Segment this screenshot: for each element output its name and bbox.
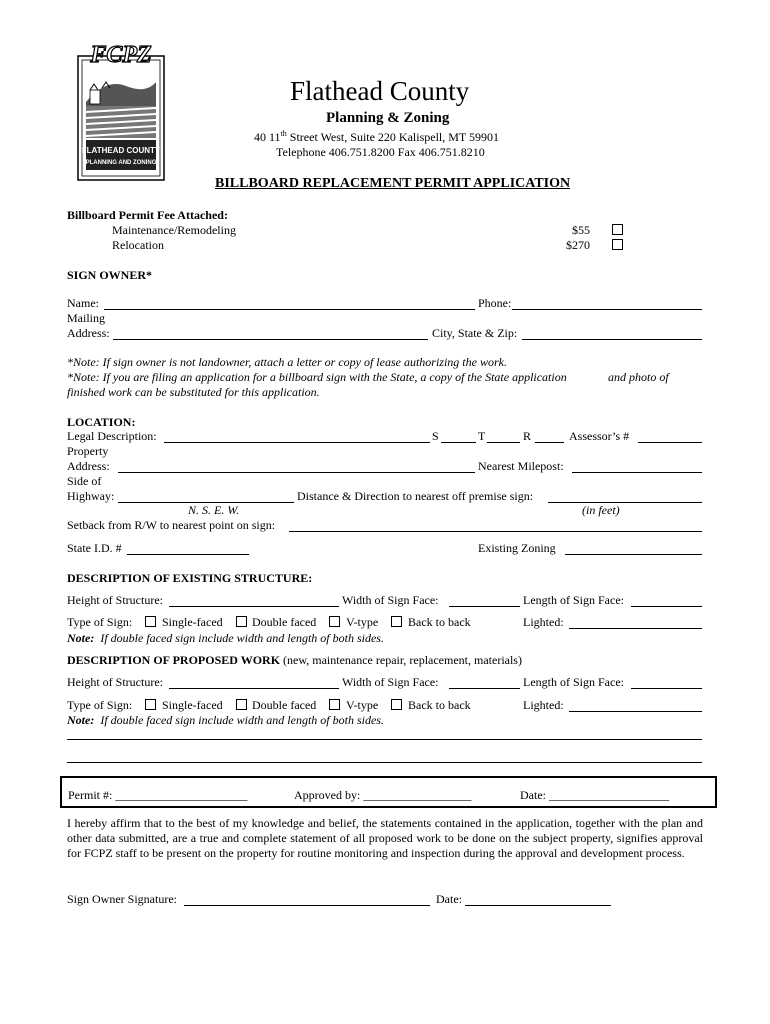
proposed-type-label: Type of Sign: [67, 698, 133, 712]
existing-back-label: Back to back [408, 615, 471, 629]
nsew-hint: N. S. E. W. [188, 503, 240, 517]
signature-date-field[interactable] [465, 905, 611, 906]
existing-width-label: Width of Sign Face: [342, 593, 439, 607]
existing-double-checkbox[interactable] [236, 616, 247, 627]
proposed-height-label: Height of Structure: [67, 675, 163, 689]
location-heading: LOCATION: [67, 415, 136, 429]
proposed-double-label: Double faced [252, 698, 317, 712]
proposed-back-checkbox[interactable] [391, 699, 402, 710]
distance-label: Distance & Direction to nearest off premise sign: [297, 489, 534, 503]
fee-relocation-label: Relocation [112, 238, 164, 252]
existing-height-label: Height of Structure: [67, 593, 163, 607]
fee-maintenance-amount: $55 [572, 223, 590, 237]
office-address: 40 11th Street West, Suite 220 Kalispell, MT 59901 [254, 129, 500, 144]
owner-mailing-label: Mailing [67, 311, 105, 325]
fee-maintenance-checkbox[interactable] [612, 224, 623, 235]
note-state-application-cont: and photo of [608, 370, 669, 384]
fee-maintenance-label: Maintenance/Remodeling [112, 223, 236, 237]
note-state-application-end: finished work can be substituted for this application. [67, 385, 320, 399]
existing-vtype-label: V-type [346, 615, 379, 629]
office-phone: Telephone 406.751.8200 Fax 406.751.8210 [276, 145, 485, 159]
distance-field[interactable] [548, 502, 702, 503]
assessor-field[interactable] [638, 442, 702, 443]
setback-label: Setback from R/W to nearest point on sign: [67, 518, 276, 532]
zoning-field[interactable] [565, 554, 702, 555]
side-of-label: Side of [67, 474, 102, 488]
fcpz-logo [76, 42, 166, 182]
proposed-width-field[interactable] [449, 688, 520, 689]
existing-height-field[interactable] [169, 606, 339, 607]
milepost-label: Nearest Milepost: [478, 459, 564, 473]
highway-label: Highway: [67, 489, 115, 503]
setback-field[interactable] [289, 531, 702, 532]
svg-text:FCPZ: FCPZ [90, 42, 152, 68]
range-label: R [523, 429, 532, 443]
proposed-vtype-label: V-type [346, 698, 379, 712]
owner-phone-field[interactable] [512, 309, 702, 310]
in-feet-hint: (in feet) [582, 503, 620, 517]
existing-lighted-field[interactable] [569, 628, 702, 629]
existing-width-field[interactable] [449, 606, 520, 607]
fee-relocation-amount: $270 [566, 238, 590, 252]
note-state-application: *Note: If you are filing an application for a billboard sign with the State, a copy of the State application [67, 370, 567, 384]
existing-heading: DESCRIPTION OF EXISTING STRUCTURE: [67, 571, 313, 585]
existing-vtype-checkbox[interactable] [329, 616, 340, 627]
assessor-label: Assessor’s # [569, 429, 630, 443]
proposed-lighted-label: Lighted: [523, 698, 564, 712]
owner-address-field[interactable] [113, 339, 428, 340]
existing-length-label: Length of Sign Face: [523, 593, 624, 607]
owner-city-field[interactable] [522, 339, 702, 340]
office-date-field[interactable]: Date: ____________________ [520, 788, 669, 802]
existing-double-label: Double faced [252, 615, 317, 629]
proposed-length-label: Length of Sign Face: [523, 675, 624, 689]
existing-single-label: Single-faced [162, 615, 223, 629]
owner-city-label: City, State & Zip: [432, 326, 518, 340]
property-label: Property [67, 444, 109, 458]
range-field[interactable] [535, 442, 564, 443]
legal-description-field[interactable] [164, 442, 430, 443]
existing-note: Note: If double faced sign include width and length of both sides. [67, 631, 384, 645]
property-address-field[interactable] [118, 472, 475, 473]
proposed-back-label: Back to back [408, 698, 471, 712]
section-label: S [432, 429, 439, 443]
signature-field[interactable] [184, 905, 430, 906]
property-address-label: Address: [67, 459, 110, 473]
owner-name-field[interactable] [104, 309, 475, 310]
permit-number-field[interactable]: Permit #: ______________________ [68, 788, 248, 802]
proposed-heading: DESCRIPTION OF PROPOSED WORK (new, maintenance repair, replacement, materials) [67, 653, 522, 667]
proposed-lighted-field[interactable] [569, 711, 702, 712]
existing-single-checkbox[interactable] [145, 616, 156, 627]
owner-address-label: Address: [67, 326, 110, 340]
note-landowner: *Note: If sign owner is not landowner, attach a letter or copy of lease authorizing the work. [67, 355, 507, 369]
signature-date-label: Date: [436, 892, 462, 906]
signature-label: Sign Owner Signature: [67, 892, 177, 906]
owner-phone-label: Phone: [478, 296, 512, 310]
proposed-single-label: Single-faced [162, 698, 223, 712]
county-title: Flathead County [290, 76, 470, 106]
affirmation-text: I hereby affirm that to the best of my knowledge and belief, the statements contained in the application, together with the plan and other data submitted, are a true and complete statement of all proposed work to be done on the subject property, signifies approval for FCPZ staff to be present on the property for routine monitoring and inspection during the approval and development process. [67, 816, 703, 860]
approved-by-field[interactable]: Approved by: __________________ [294, 788, 472, 802]
proposed-width-label: Width of Sign Face: [342, 675, 439, 689]
proposed-description-line-2[interactable] [67, 762, 702, 763]
department-title: Planning & Zoning [326, 110, 450, 126]
state-id-label: State I.D. # [67, 541, 122, 555]
proposed-vtype-checkbox[interactable] [329, 699, 340, 710]
existing-length-field[interactable] [631, 606, 702, 607]
fee-relocation-checkbox[interactable] [612, 239, 623, 250]
proposed-double-checkbox[interactable] [236, 699, 247, 710]
owner-name-label: Name: [67, 296, 99, 310]
svg-text:FLATHEAD COUNTY: FLATHEAD COUNTY [81, 146, 161, 155]
zoning-label: Existing Zoning [478, 541, 556, 555]
proposed-single-checkbox[interactable] [145, 699, 156, 710]
existing-lighted-label: Lighted: [523, 615, 564, 629]
proposed-note: Note: If double faced sign include width and length of both sides. [67, 713, 384, 727]
milepost-field[interactable] [572, 472, 702, 473]
section-field[interactable] [441, 442, 476, 443]
proposed-height-field[interactable] [169, 688, 339, 689]
legal-description-label: Legal Description: [67, 429, 157, 443]
form-title: BILLBOARD REPLACEMENT PERMIT APPLICATION [215, 176, 571, 191]
svg-text:PLANNING AND ZONING: PLANNING AND ZONING [85, 160, 157, 166]
township-label: T [478, 429, 486, 443]
owner-heading: SIGN OWNER* [67, 268, 153, 282]
state-id-field[interactable] [127, 554, 249, 555]
existing-type-label: Type of Sign: [67, 615, 133, 629]
township-field[interactable] [487, 442, 520, 443]
existing-back-checkbox[interactable] [391, 616, 402, 627]
proposed-length-field[interactable] [631, 688, 702, 689]
proposed-description-line-1[interactable] [67, 739, 702, 740]
fee-heading: Billboard Permit Fee Attached: [67, 208, 228, 222]
